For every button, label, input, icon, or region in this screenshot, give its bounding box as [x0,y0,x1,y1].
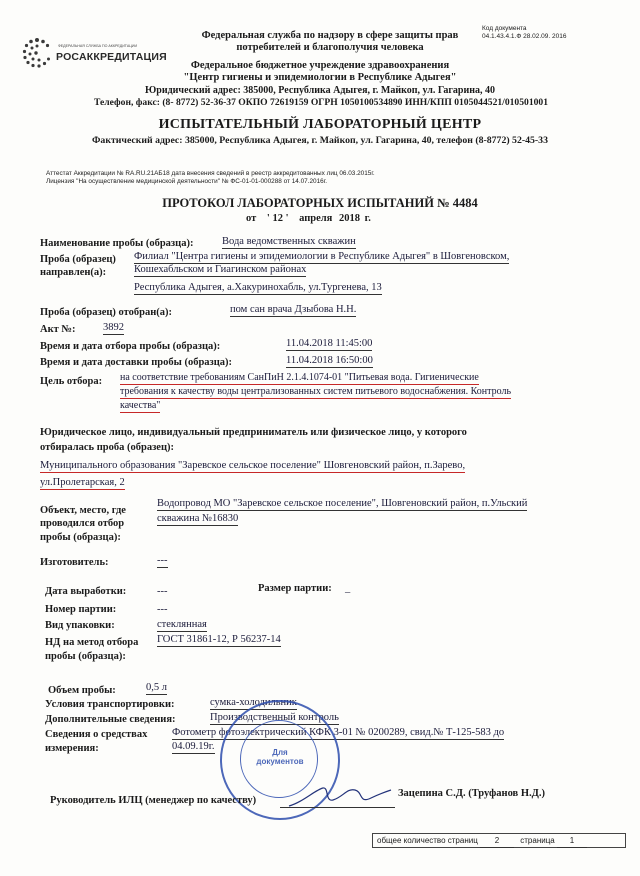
page-value: 1 [557,834,587,848]
batch-number-label: Номер партии: [45,604,117,615]
packaging-label: Вид упаковки: [45,620,115,631]
total-pages-label: общее количество страниц [377,836,478,845]
purpose-value-3: качества" [120,400,161,411]
sent-by-value-3: Республика Адыгея, а.Хакуринохабль, ул.Тургенева, 13 [134,282,382,293]
handwritten-signature [285,780,395,812]
object-label-3: пробы (образца): [40,532,121,543]
header-line-4: "Центр гигиены и эпидемиологии в Республике Адыгея" [183,72,457,83]
header-phone: Телефон, факс: (8- 8772) 52-36-37 ОКПО 72619159 ОГРН 1050100534890 ИНН/КПП 0105044521/010501001 [93,97,549,108]
delivery-time-label: Время и дата доставки пробы (образца): [40,357,233,368]
sample-name-label: Наименование пробы (образца): [40,238,194,249]
protocol-day: ' 12 ' [266,213,289,224]
protocol-year: 2018 [338,213,360,224]
lab-title: ИСПЫТАТЕЛЬНЫЙ ЛАБОРАТОРНЫЙ ЦЕНТР [158,117,482,132]
protocol-month: апреля [299,213,333,224]
signature-label: Руководитель ИЛЦ (менеджер по качеству) [50,795,257,806]
doc-code-label: Код документа [482,25,527,32]
method-value: ГОСТ 31861-12, Р 56237-14 [157,634,281,645]
act-value: 3892 [103,322,124,333]
purpose-value-2: требования к качеству воды централизованных систем питьевого водоснабжения. Контроль [120,386,512,397]
delivery-time-value: 11.04.2018 16:50:00 [286,355,373,366]
method-label-1: НД на метод отбора [45,637,139,648]
signature-name: Зацепина С.Д. (Труфанов Н.Д.) [398,788,545,799]
transport-label: Условия транспортировки: [45,699,175,710]
sent-by-value-1: Филиал "Центра гигиены и эпидемиологии в Республике Адыгея" в Шовгеновском, [134,251,510,262]
lab-address: Фактический адрес: 385000, Республика Адыгея, г. Майкоп, ул. Гагарина, 40, телефон (8-8772) 52-45-33 [92,135,548,146]
doc-code-value: 04.1.43.4.1.Ф 28.02.09. 2016 [482,33,567,40]
sampling-time-value: 11.04.2018 11:45:00 [286,338,373,349]
header-line-1: Федеральная служба по надзору в сфере защиты прав [201,30,459,41]
logo-name: РОСАККРЕДИТАЦИЯ [56,51,167,63]
object-value-2: скважина №16830 [157,513,239,524]
purpose-value-1: на соответствие требованиям СанПиН 2.1.4.1074-01 "Питьевая вода. Гигиенические [120,372,479,383]
legal-entity-label-1: Юридическое лицо, индивидуальный предприниматель или физическое лицо, у которого [40,427,467,438]
rosakkreditaciya-logo [20,34,167,74]
object-label-2: проводился отбор [40,518,125,529]
accreditation-line-1: Аттестат Аккредитации № RA.RU.21АБ18 дата внесения сведений в реестр аккредитованных лиц 06.03.2015г. [46,170,375,177]
legal-entity-value-1: Муниципального образования "Заревское сельское поселение" Шовгеновский район, п.Зарево, [40,460,466,471]
page-counter [372,833,626,848]
sent-by-label-2: направлен(а): [40,267,107,278]
batch-size-label: Размер партии: [258,583,332,594]
volume-value: 0,5 л [146,682,167,693]
object-label-1: Объект, место, где [40,505,126,516]
legal-entity-value-2: ул.Пролетарская, 2 [40,477,125,488]
header-legal-address: Юридический адрес: 385000, Республика Адыгея, г. Майкоп, ул. Гагарина, 40 [145,85,495,96]
total-pages-value: 2 [480,834,514,848]
sent-by-label-1: Проба (образец) [40,254,116,265]
batch-number-value: --- [157,604,168,615]
page-label: страница [520,836,555,845]
legal-entity-label-2: отбиралась проба (образец): [40,442,175,453]
taken-by-label: Проба (образец) отобран(а): [40,307,173,318]
additional-label: Дополнительные сведения: [45,714,176,725]
purpose-label: Цель отбора: [40,376,103,387]
logo-dots-icon [20,36,54,70]
manufacturer-label: Изготовитель: [40,557,109,568]
manufacturer-value: --- [157,555,168,566]
protocol-date [246,213,371,224]
sent-by-value-2: Кошехабльском и Гиагинском районах [134,264,307,275]
logo-subtitle: ФЕДЕРАЛЬНАЯ СЛУЖБА ПО АККРЕДИТАЦИИ [58,44,138,48]
header-line-3: Федеральное бюджетное учреждение здравоохранения [190,60,450,71]
sample-name-value: Вода ведомственных скважин [222,236,356,247]
object-value-1: Водопровод МО "Заревское сельское поселение", Шовгеновский район, п.Ульский [157,498,528,509]
stamp-text: Для документов [256,748,304,766]
license-line: Лицензия "На осуществление медицинской деятельности" № ФС-01-01-000288 от 14.07.2016г. [46,178,328,185]
act-label: Акт №: [40,324,76,335]
additional-value: Производственный контроль [210,712,339,723]
production-date-value: --- [157,586,168,597]
protocol-title: ПРОТОКОЛ ЛАБОРАТОРНЫХ ИСПЫТАНИЙ № 4484 [162,196,478,210]
protocol-date-prefix: от [246,213,257,224]
method-label-2: пробы (образца): [45,651,126,662]
instruments-value-2: 04.09.19г. [172,741,215,752]
transport-value: сумка-холодильник [210,697,297,708]
volume-label: Объем пробы: [48,685,116,696]
taken-by-value: пом сан врача Дзыбова Н.Н. [230,304,357,315]
instruments-value-1: Фотометр фотоэлектрический КФК 3-01 № 0200289, свид.№ Т-125-583 до [172,727,505,738]
sampling-time-label: Время и дата отбора пробы (образца): [40,341,221,352]
header-line-2: потребителей и благополучия человека [236,42,424,53]
batch-size-value: _ [345,583,351,594]
protocol-year-suffix: г. [364,213,371,224]
instruments-label-1: Сведения о средствах [45,729,148,740]
production-date-label: Дата выработки: [45,586,127,597]
instruments-label-2: измерения: [45,743,99,754]
packaging-value: стеклянная [157,619,207,630]
